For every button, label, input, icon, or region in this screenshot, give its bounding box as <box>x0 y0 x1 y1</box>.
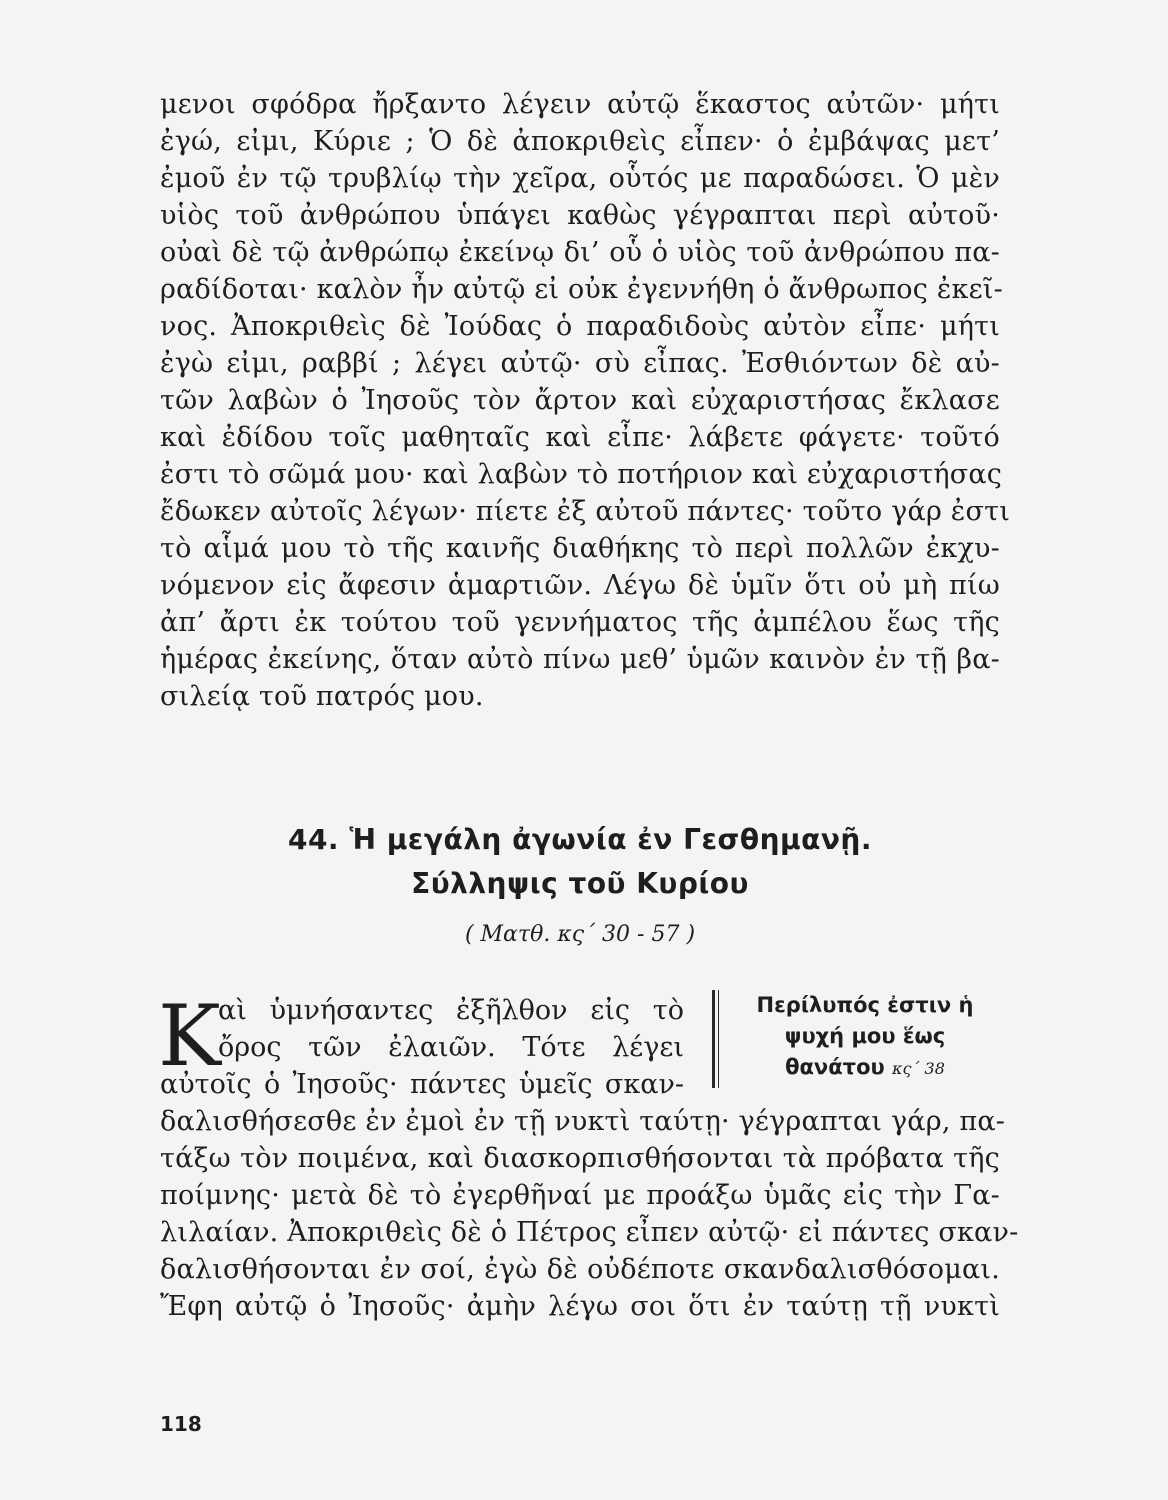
text-line: Ἔφη αὐτῷ ὁ Ἰησοῦς· ἀμὴν λέγω σοι ὅτι ἐν ταύτῃ τῇ νυκτὶ <box>160 1291 1000 1322</box>
text-line: ἡμέρας ἐκείνης, ὅταν αὐτὸ πίνω μεθ’ ὑμῶν καινὸν ἐν τῇ βα- <box>160 644 1000 675</box>
text-line: τῶν λαβὼν ὁ Ἰησοῦς τὸν ἄρτον καὶ εὐχαριστήσας ἔκλασε <box>160 385 1000 416</box>
sidebox-line: ψυχή μου ἕως <box>784 1024 946 1048</box>
text-line: ἐστι τὸ σῶμά μου· καὶ λαβὼν τὸ ποτήριον καὶ εὐχαριστήσας <box>160 459 1003 490</box>
text-line: καὶ ἐδίδου τοῖς μαθηταῖς καὶ εἶπε· λάβετε φάγετε· τοῦτό <box>160 422 1000 453</box>
text-line: ἐγώ, εἰμι, Κύριε ; Ὁ δὲ ἀποκριθεὶς εἶπεν· ὁ ἐμβάψας μετ’ <box>160 126 1000 157</box>
sidebox-quote <box>730 990 1000 1084</box>
sidebox-rule <box>712 990 715 1088</box>
sidebox-reference: κς΄ 38 <box>892 1059 945 1078</box>
text-line: ἐγὼ εἰμι, ραββί ; λέγει αὐτῷ· σὺ εἶπας. Ἐσθιόντων δὲ αὐ- <box>160 348 1000 379</box>
text-line: λιλαίαν. Ἀποκριθεὶς δὲ ὁ Πέτρος εἶπεν αὐτῷ· εἰ πάντες σκαν- <box>160 1217 1019 1248</box>
text-line: υἱὸς τοῦ ἀνθρώπου ὑπάγει καθὼς γέγραπται περὶ αὐτοῦ· <box>160 200 1000 231</box>
drop-cap: Κ <box>158 987 221 1085</box>
sidebox-line-ref <box>730 1052 1000 1084</box>
text-line: μενοι σφόδρα ἤρξαντο λέγειν αὐτῷ ἕκαστος αὐτῶν· μήτι <box>160 89 1000 120</box>
text-line: τὸ αἷμά μου τὸ τῆς καινῆς διαθήκης τὸ περὶ πολλῶν ἐκχυ- <box>160 533 1000 564</box>
text-line-last: σιλείᾳ τοῦ πατρός μου. <box>160 681 484 712</box>
text-line: οὐαὶ δὲ τῷ ἀνθρώπῳ ἐκείνῳ δι’ οὗ ὁ υἱὸς τοῦ ἀνθρώπου πα- <box>160 237 1000 268</box>
text-line: τάξω τὸν ποιμένα, καὶ διασκορπισθήσονται τὰ πρόβατα τῆς <box>160 1143 1000 1174</box>
sidebox-word: θανάτου <box>785 1055 885 1079</box>
text-line: νόμενον εἰς ἄφεσιν ἁμαρτιῶν. Λέγω δὲ ὑμῖν ὅτι οὐ μὴ πίω <box>160 570 1000 601</box>
section-title: 44. Ἡ μεγάλη ἀγωνία ἐν Γεσθημανῇ. <box>287 823 873 856</box>
text-line: δαλισθήσονται ἐν σοί, ἐγὼ δὲ οὐδέποτε σκανδαλισθόσομαι. <box>160 1254 1000 1285</box>
sidebox-line: Περίλυπός ἐστιν ἡ <box>756 993 974 1017</box>
text-line: ἀπ’ ἄρτι ἐκ τούτου τοῦ γεννήματος τῆς ἀμπέλου ἕως τῆς <box>160 607 1000 638</box>
text-line: ραδίδοται· καλὸν ἦν αὐτῷ εἰ οὐκ ἐγεννήθη ὁ ἄνθρωπος ἐκεῖ- <box>160 274 1003 305</box>
sidebox-rule-thin <box>718 990 719 1088</box>
text-line: ποίμνης· μετὰ δὲ τὸ ἐγερθῆναί με προάξω ὑμᾶς εἰς τὴν Γα- <box>160 1180 1000 1211</box>
text-line: ἐμοῦ ἐν τῷ τρυβλίῳ τὴν χεῖρα, οὗτός με παραδώσει. Ὁ μὲν <box>160 163 1000 194</box>
section-subtitle: Σύλληψις τοῦ Κυρίου <box>411 867 749 900</box>
page-number: 118 <box>160 1412 202 1436</box>
text-line: ἔδωκεν αὐτοῖς λέγων· πίετε ἐξ αὐτοῦ πάντες· τοῦτο γάρ ἐστι <box>160 496 1011 527</box>
scripture-reference: ( Ματθ. κς΄ 30 - 57 ) <box>464 922 696 947</box>
text-line: δαλισθήσεσθε ἐν ἐμοὶ ἐν τῇ νυκτὶ ταύτῃ· γέγραπται γάρ, πα- <box>160 1106 1006 1137</box>
opening-line: αὐτοῖς ὁ Ἰησοῦς· πάντες ὑμεῖς σκαν- <box>160 1069 684 1100</box>
opening-line: ὄρος τῶν ἐλαιῶν. Τότε λέγει <box>218 1032 684 1063</box>
text-line: νος. Ἀποκριθεὶς δὲ Ἰούδας ὁ παραδιδοὺς αὐτὸν εἶπε· μήτι <box>160 311 1000 342</box>
opening-line: αὶ ὑμνήσαντες ἐξῆλθον εἰς τὸ <box>218 995 684 1026</box>
